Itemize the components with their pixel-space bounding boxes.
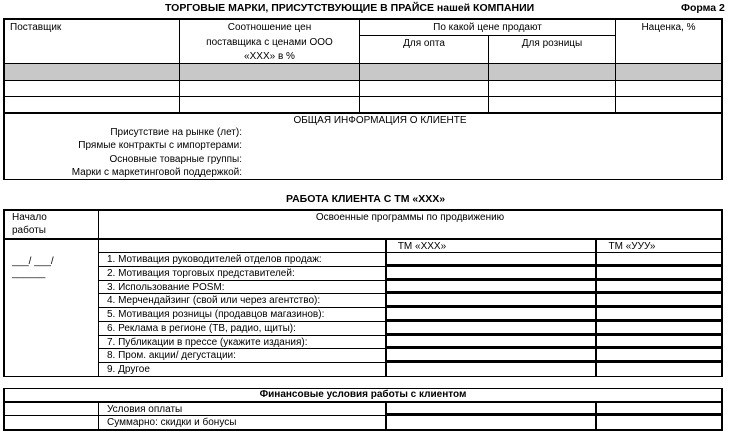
program-row: 5. Мотивация розницы (продавцов магазинов): bbox=[107, 309, 325, 320]
col-retail: Для розницы bbox=[521, 38, 583, 49]
program-row: 3. Использование POSM: bbox=[107, 282, 225, 293]
programs-header: Освоенные программы по продвижению bbox=[315, 212, 505, 223]
col-ratio-l2: поставщика с ценами ООО bbox=[206, 37, 333, 48]
program-row: 2. Мотивация торговых представителей: bbox=[107, 268, 295, 279]
form-title: ТОРГОВЫЕ МАРКИ, ПРИСУТСТВУЮЩИЕ В ПРАЙСЕ нашей КОМПАНИИ bbox=[165, 2, 535, 14]
brands-row-highlight bbox=[5, 64, 721, 80]
finance-discounts: Суммарно: скидки и бонусы bbox=[107, 417, 237, 428]
program-row: 6. Реклама в регионе (ТВ, радио, щиты): bbox=[107, 323, 296, 334]
col-ratio-l3: «ХХХ» в % bbox=[244, 51, 295, 62]
tm-xxx-header: ТМ «ХХХ» bbox=[397, 241, 447, 252]
tm-yyy-header: ТМ «УУУ» bbox=[608, 241, 656, 252]
col-supplier: Поставщик bbox=[10, 22, 62, 33]
col-wholesale: Для опта bbox=[403, 38, 445, 49]
program-row: 1. Мотивация руководителей отделов продаж: bbox=[107, 254, 322, 265]
program-row: 7. Публикации в прессе (укажите издания): bbox=[107, 337, 308, 348]
field-years-on-market: Присутствие на рынке (лет): bbox=[110, 127, 242, 138]
program-row: 8. Пром. акции/ дегустации: bbox=[107, 350, 236, 361]
finance-payment-terms: Условия оплаты bbox=[107, 404, 183, 415]
client-info-title: ОБЩАЯ ИНФОРМАЦИЯ О КЛИЕНТЕ bbox=[293, 115, 467, 126]
start-label-l1: Начало bbox=[12, 212, 47, 223]
start-date-year[interactable]: ______ bbox=[12, 268, 46, 279]
finance-title: Финансовые условия работы с клиентом bbox=[259, 389, 467, 400]
program-row: 9. Другое bbox=[107, 364, 150, 375]
work-section-title: РАБОТА КЛИЕНТА С ТМ «ХХХ» bbox=[286, 193, 446, 205]
field-supported-brands: Марки с маркетинговой поддержкой: bbox=[71, 167, 242, 178]
program-row: 4. Мерчендайзинг (свой или через агентство): bbox=[107, 295, 321, 306]
field-direct-contracts: Прямые контракты с импортерами: bbox=[78, 140, 242, 151]
start-label-l2: работы bbox=[12, 225, 46, 236]
col-price-group: По какой цене продают bbox=[433, 22, 542, 33]
field-product-groups: Основные товарные группы: bbox=[109, 154, 242, 165]
form-number: Форма 2 bbox=[681, 2, 725, 14]
start-date-field[interactable]: ___/ ___/ bbox=[12, 256, 54, 267]
col-markup: Наценка, % bbox=[641, 22, 696, 33]
col-ratio-l1: Соотношение цен bbox=[227, 22, 312, 33]
